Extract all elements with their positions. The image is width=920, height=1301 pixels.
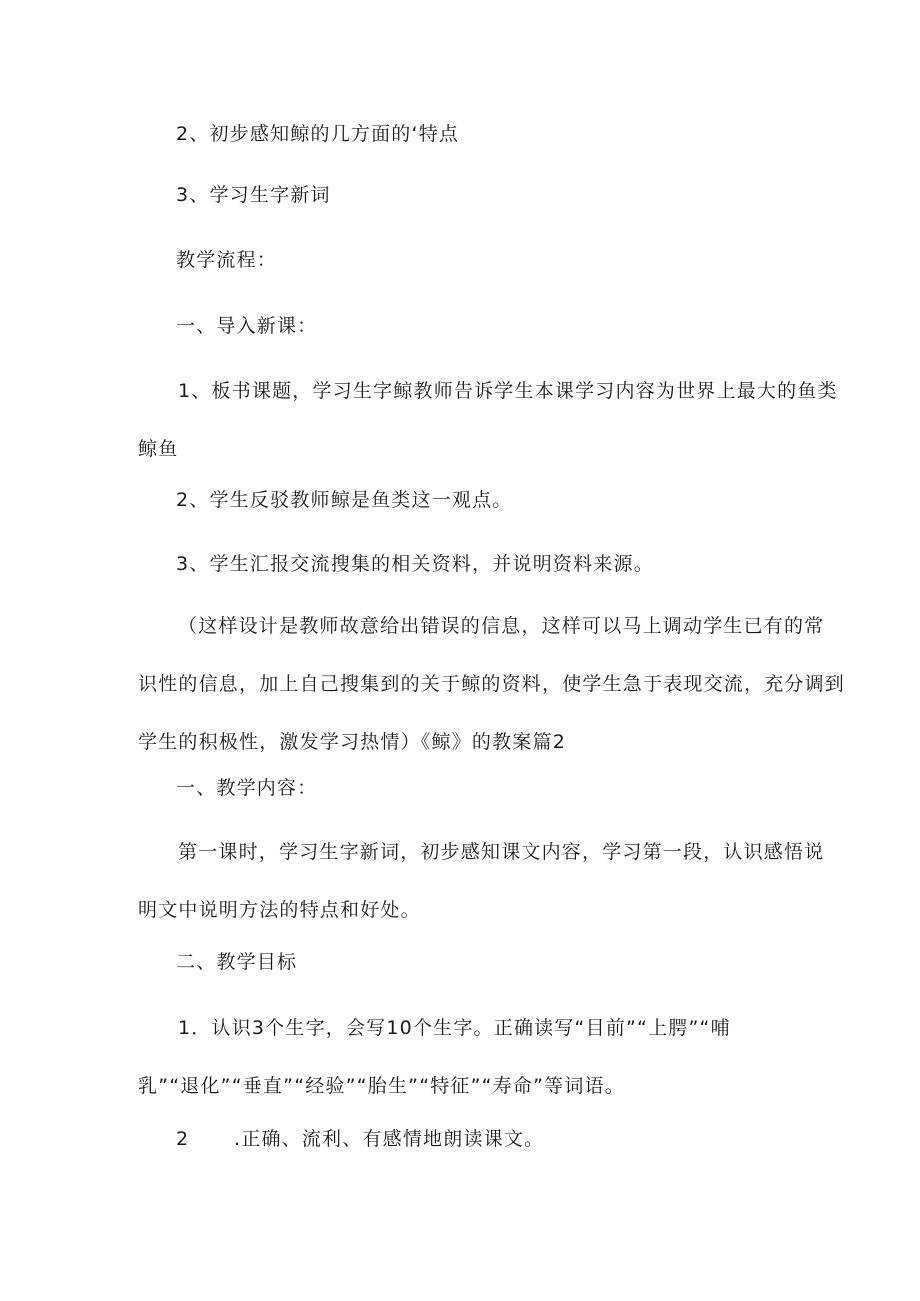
paragraph-goal-2: 2、初步感知鲸的几方面的‘特点 [176, 123, 460, 145]
paragraph-line: 1．认识3个生字，会写10个生字。正确读写“目前”“上腭”“哺 [178, 1017, 731, 1039]
paragraph-step-3: 3、学生汇报交流搜集的相关资料，并说明资料来源。 [176, 553, 654, 575]
heading-teaching-process: 教学流程： [176, 249, 278, 271]
item-text: .正确、流利、有感情地朗读课文。 [234, 1128, 545, 1150]
heading-teaching-goals: 二、教学目标 [176, 951, 298, 973]
paragraph-step-2: 2、学生反驳教师鲸是鱼类这一观点。 [176, 489, 513, 511]
paragraph-line: 明文中说明方法的特点和好处。 [138, 899, 421, 921]
paragraph-goal-item-1 [138, 999, 788, 1115]
heading-teaching-content: 一、教学内容： [176, 777, 318, 799]
paragraph-goal-item-2 [176, 1126, 826, 1153]
heading-intro-lesson: 一、导入新课： [176, 315, 318, 337]
paragraph-line: 识性的信息，加上自己搜集到的关于鲸的资料，使学生急于表现交流，充分调到 [138, 673, 846, 695]
paragraph-line: 第一课时，学习生字新词，初步感知课文内容，学习第一段，认识感悟说 [178, 841, 825, 863]
paragraph-line: 1、板书课题，学习生字鲸教师告诉学生本课学习内容为世界上最大的鱼类 [178, 380, 838, 402]
paragraph-line: 鲸鱼 [138, 438, 179, 460]
paragraph-goal-3: 3、学习生字新词 [176, 184, 331, 206]
paragraph-line: 乳”“退化”“垂直”“经验”“胎生”“特征”“寿命”等词语。 [138, 1075, 625, 1097]
paragraph-design-note [138, 597, 846, 771]
paragraph-line: （这样设计是教师故意给出错误的信息，这样可以马上调动学生已有的常 [178, 615, 825, 637]
paragraph-first-lesson [138, 823, 825, 939]
item-number: 2 [176, 1128, 190, 1150]
paragraph-step-1 [138, 362, 838, 478]
paragraph-line: 学生的积极性，激发学习热情）《鲸》的教案篇2 [138, 731, 566, 753]
